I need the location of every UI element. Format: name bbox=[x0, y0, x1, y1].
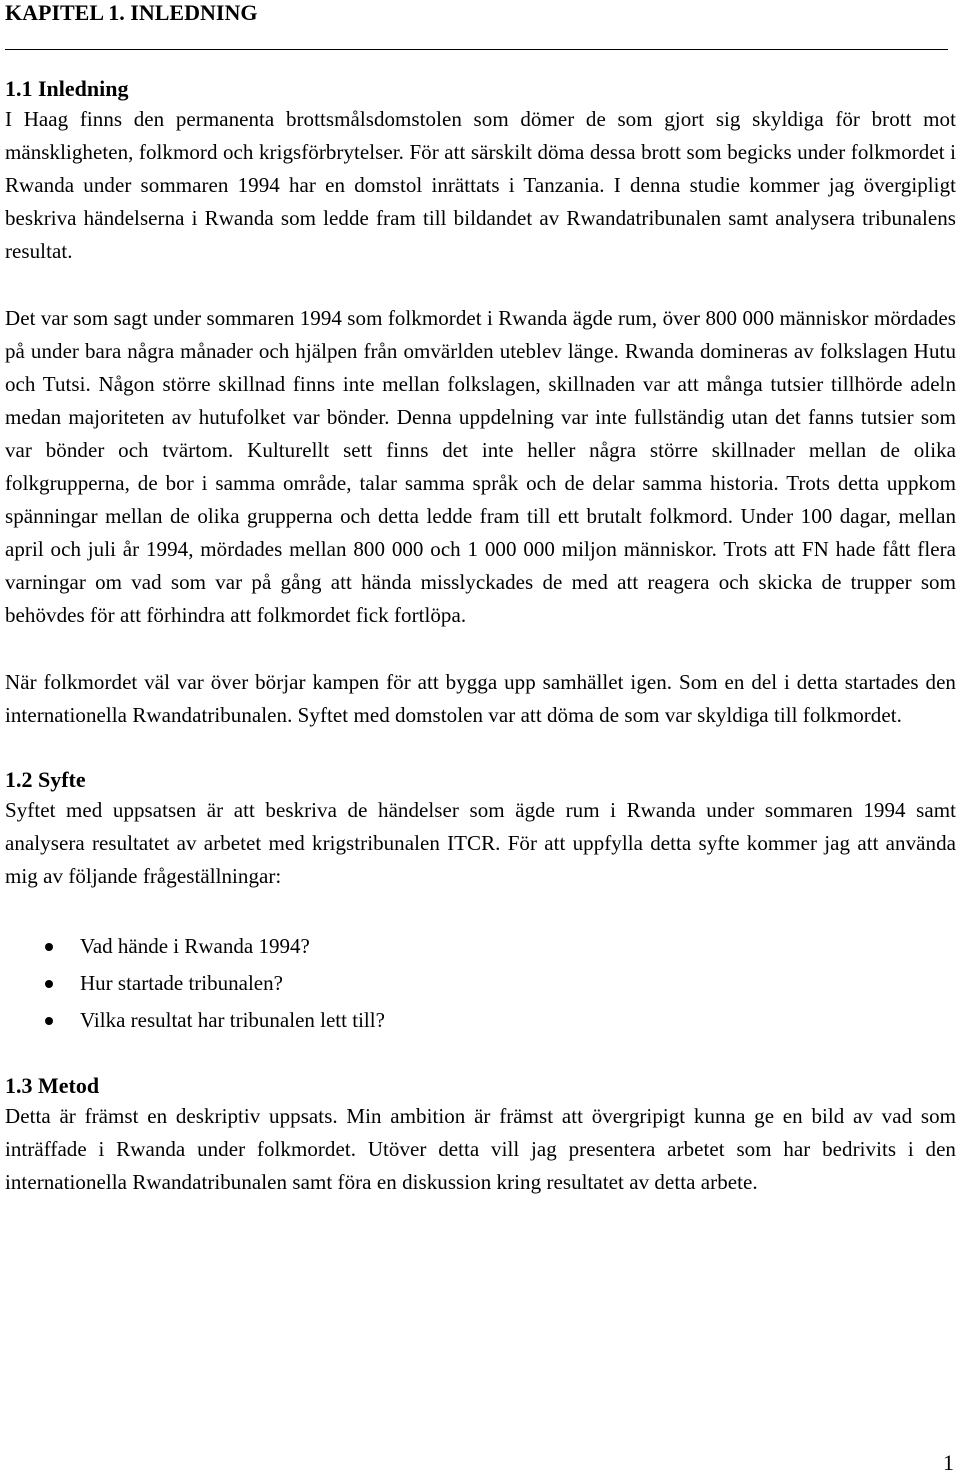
section-heading: 1.1 Inledning bbox=[5, 76, 129, 101]
list-item-text: Vad hände i Rwanda 1994? bbox=[80, 934, 310, 958]
list-item-text: Hur startade tribunalen? bbox=[80, 971, 283, 995]
paragraph: Detta är främst en deskriptiv uppsats. Min ambition är främst att övergripigt kunna ge en bild av vad som inträffade i Rwanda under folkmordet. Utöver detta vill jag presentera arbetet som har bedrivits i den internationella Rwandatribunalen samt föra en diskussion kring resultatet av detta arbete. bbox=[5, 1104, 956, 1194]
section-heading: 1.2 Syfte bbox=[5, 767, 86, 792]
list-item bbox=[5, 928, 956, 965]
paragraph: Det var som sagt under sommaren 1994 som folkmordet i Rwanda ägde rum, över 800 000 människor mördades på under bara några månader och hjälpen från omvärlden uteblev länge. Rwanda domineras av folkslagen Hutu och Tutsi. Någon större skillnad finns inte mellan folkslagen, skillnaden var att många tutsier tillhörde adeln medan majoriteten av hutufolket var bönder. Denna uppdelning var inte fullständig utan det fanns tutsier som var bönder och tvärtom. Kulturellt sett finns det inte heller några större skillnader mellan de olika folkgrupperna, de bor i samma område, talar samma språk och de delar samma historia. Trots detta uppkom spänningar mellan de olika grupperna och detta ledde fram till ett brutalt folkmord. Under 100 dagar, mellan april och juli år 1994, mördades mellan 800 000 och 1 000 000 miljon människor. Trots att FN hade fått flera varningar om vad som var på gång att hända misslyckades de med att reagera och skicka de trupper som behövdes för att förhindra att folkmordet fick fortlöpa. bbox=[5, 306, 956, 627]
paragraph: När folkmordet väl var över börjar kampen för att bygga upp samhället igen. Som en del i detta startades den internationella Rwandatribunalen. Syftet med domstolen var att döma de som var skyldiga till folkmordet. bbox=[5, 670, 956, 727]
bullet-icon bbox=[45, 943, 53, 951]
paragraph: I Haag finns den permanenta brottsmålsdomstolen som dömer de som gjort sig skyldiga för brott mot mänskligheten, folkmord och krigsförbrytelser. För att särskilt döma dessa brott som begicks under folkmordet i Rwanda under sommaren 1994 har en domstol inrättats i Tanzania. I denna studie kommer jag övergipligt beskriva händelserna i Rwanda som ledde fram till bildandet av Rwandatribunalen samt analysera tribunalens resultat. bbox=[5, 107, 956, 263]
section-syfte bbox=[5, 766, 956, 1039]
section-heading: 1.3 Metod bbox=[5, 1073, 100, 1098]
section-inledning bbox=[5, 75, 956, 732]
page-number: 1 bbox=[943, 1450, 954, 1475]
bullet-icon bbox=[45, 1017, 53, 1025]
list-item-text: Vilka resultat har tribunalen lett till? bbox=[80, 1008, 385, 1032]
paragraph: Syftet med uppsatsen är att beskriva de händelser som ägde rum i Rwanda under sommaren 1994 samt analysera resultatet av arbetet med krigstribunalen ITCR. För att uppfylla detta syfte kommer jag att använda mig av följande frågeställningar: bbox=[5, 798, 956, 888]
spacer bbox=[5, 50, 956, 75]
bullet-icon bbox=[45, 980, 53, 988]
chapter-title: KAPITEL 1. INLEDNING bbox=[5, 0, 258, 25]
section-metod bbox=[5, 1072, 956, 1199]
list-item bbox=[5, 1002, 956, 1039]
document-page bbox=[5, 0, 956, 1199]
question-list bbox=[5, 928, 956, 1039]
list-item bbox=[5, 965, 956, 1002]
